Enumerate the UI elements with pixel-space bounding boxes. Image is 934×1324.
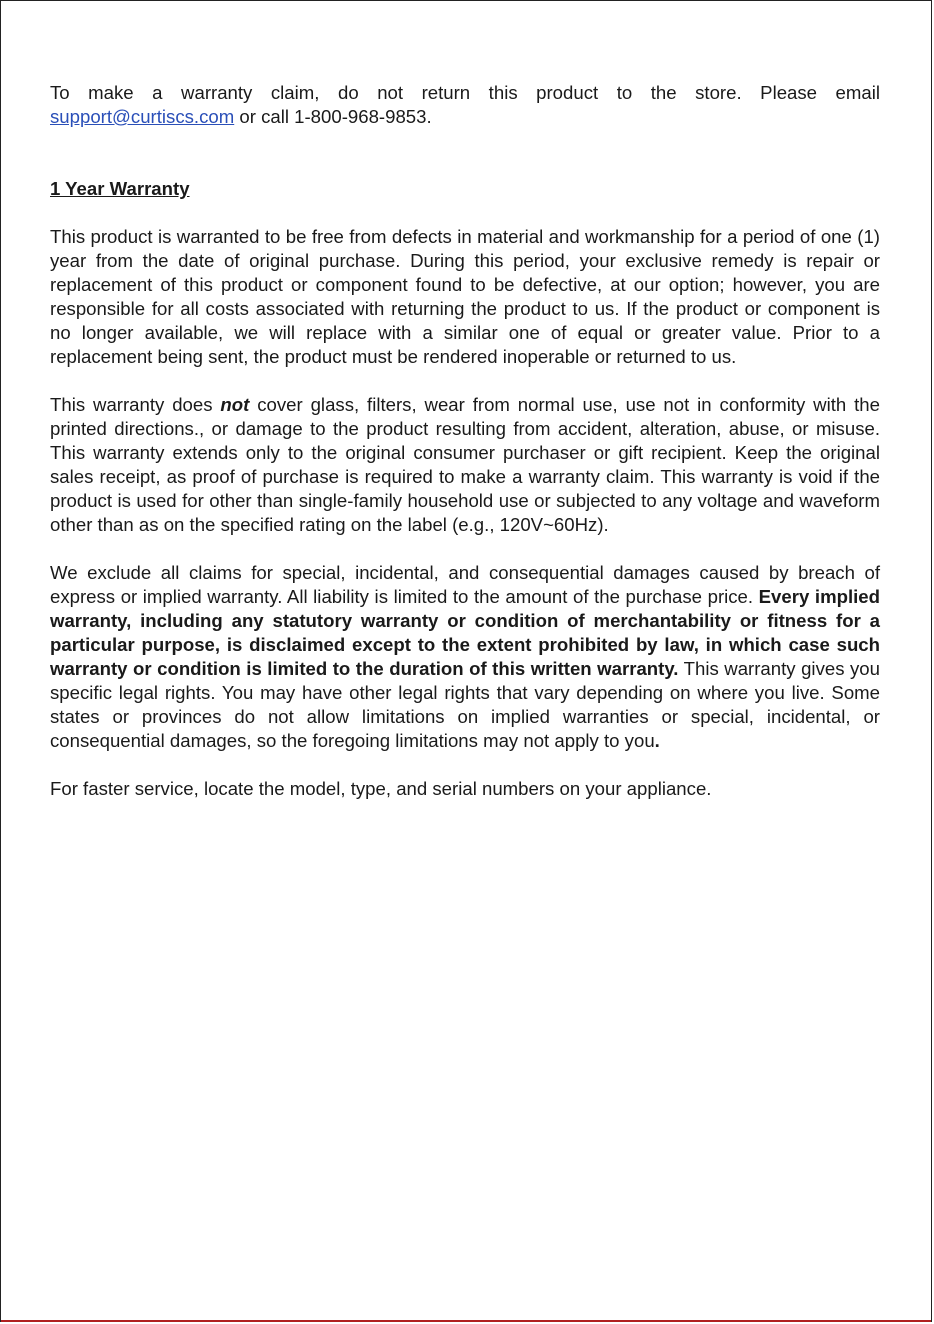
warranty-heading: 1 Year Warranty — [50, 178, 190, 199]
claim-instructions — [50, 81, 880, 129]
liability-end-period: . — [654, 730, 660, 751]
support-email-link[interactable]: support@curtiscs.com — [50, 106, 235, 127]
liability-text-before: We exclude all claims for special, incidental, and consequential damages caused by breach of express or implied warranty. All liability is limited to the amount of the purchase price. — [50, 562, 880, 607]
implied-warranty-disclaimer: Every implied warranty, including any statutory warranty or condition of merchantability or fitness for a particular purpose, is disclaimed except to the extent prohibited by law, in which case such warranty or condition is limited to the duration of this written warranty. — [50, 586, 880, 679]
intro-text-after: or call 1-800-968-9853. — [234, 106, 432, 127]
liability-text-after: This warranty gives you specific legal rights. You may have other legal rights that vary depending on where you live. Some states or provinces do not allow limitations on implied warranties or special, incidental, or consequential damages, so the foregoing limitations may not apply to you — [50, 658, 880, 751]
exclusions-emphasis: not — [220, 394, 250, 415]
exclusions-text-after: cover glass, filters, wear from normal use, use not in conformity with the printed directions., or damage to the product resulting from accident, alteration, abuse, or misuse. This warranty extends only to the original consumer purchaser or gift recipient. Keep the original sales receipt, as proof of purchase is required to make a warranty claim. This warranty is void if the product is used for other than single-family household use or subjected to any voltage and waveform other than as on the specified rating on the label (e.g., 120V~60Hz). — [50, 394, 880, 535]
warranty-exclusions-paragraph — [50, 393, 880, 537]
intro-text-before: To make a warranty claim, do not return this product to the store. Please email — [50, 82, 880, 103]
faster-service-note: For faster service, locate the model, type, and serial numbers on your appliance. — [50, 778, 712, 799]
exclusions-text-before: This warranty does — [50, 394, 221, 415]
warranty-coverage-paragraph: This product is warranted to be free from defects in material and workmanship for a period of one (1) year from the date of original purchase. During this period, your exclusive remedy is repair or replacement of this product or component found to be defective, at our option; however, you are responsible for all costs associated with returning the product to us. If the product or component is no longer available, we will replace with a similar one of equal or greater value. Prior to a replacement being sent, the product must be rendered inoperable or returned to us. — [50, 226, 880, 367]
liability-paragraph — [50, 561, 880, 753]
warranty-content — [50, 81, 880, 801]
